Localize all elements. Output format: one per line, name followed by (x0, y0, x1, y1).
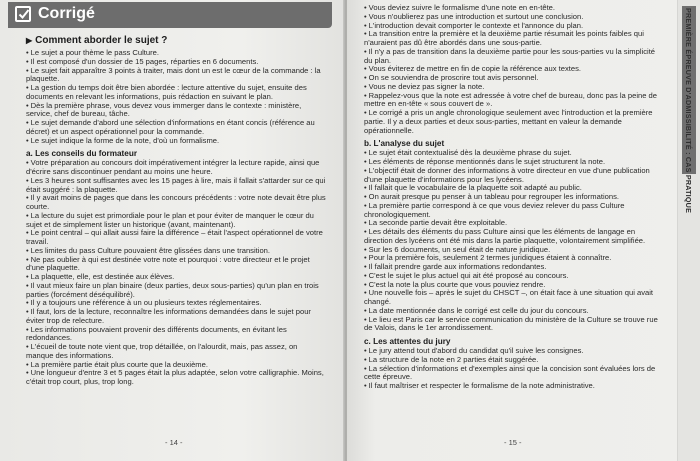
bullet-item (26, 137, 326, 146)
bullet-icon: • (364, 90, 367, 100)
bullet-icon: • (364, 46, 367, 56)
bullet-icon: • (364, 305, 367, 315)
bullet-icon: • (26, 48, 29, 57)
bullet-text: Le point central – qui allait aussi faire la différence – était l'aspect opérationnel de votre travail. (26, 228, 323, 246)
bullet-text: Les limites du pass Culture pouvaient être glissées dans une transition. (30, 245, 271, 255)
section-heading-text: c. Les attentes du jury (364, 337, 451, 346)
bullet-item (364, 92, 664, 110)
checkbox-icon (15, 6, 31, 22)
bullet-text: Il faut maîtriser et respecter le formalisme de la note administrative. (368, 381, 595, 390)
bullet-icon: • (26, 307, 29, 316)
bullet-text: On aurait presque pu penser à un tableau pour regrouper les informations. (368, 192, 619, 201)
section-heading-text: Comment aborder le sujet ? (35, 35, 168, 46)
bullet-text: Le corrigé a pris un angle chronologique seulement avec l'introduction et la première partie. Il y a deux parties et deux sous-parties, mettant en valeur la demande opérationnelle. (364, 108, 653, 135)
bullet-text: La structure de la note en 2 parties était suggérée. (368, 354, 539, 364)
side-tab-label: PREMIÈRE ÉPREUVE D'ADMISSIBILITÉ : CAS PRATIQUE (684, 8, 693, 214)
corrige-banner (8, 2, 332, 28)
bullet-text: Le sujet a pour thème le pass Culture. (30, 48, 159, 57)
bullet-text: Le sujet était contextualisé dès la deuxième phrase du sujet. (368, 148, 572, 158)
bullet-text: Le lieu est Paris car le service communication du ministère de la Culture se trouve rue de Valois, dans le 1er arrondissement. (364, 314, 658, 333)
bullet-icon: • (364, 192, 367, 201)
bullet-icon: • (26, 280, 29, 290)
bullet-text: Rappelez-vous que la note est adressée à votre chef de bureau, donc pas la peine de mettre en en-tête « sous couvert de ». (364, 90, 658, 109)
bullet-item (364, 289, 664, 307)
bullet-text: Il faut, lors de la lecture, reconnaître les informations demandées dans le sujet pour éviter trop de relecture. (26, 307, 311, 325)
bullet-icon: • (364, 108, 367, 117)
bullet-text: Une longueur d'entre 3 et 5 pages était la plus adaptée, selon votre calligraphie. Moins, c'était trop court, plus, trop long. (26, 368, 324, 386)
bullet-text: La plaquette, elle, est destinée aux élèves. (30, 272, 175, 281)
bullet-item (26, 119, 326, 137)
bullet-icon: • (26, 324, 29, 334)
bullet-item (364, 30, 664, 48)
bullet-item (26, 326, 326, 344)
bullet-text: On se souviendra de proscrire tout avis personnel. (368, 73, 539, 82)
bullet-icon: • (364, 218, 367, 228)
bullet-text: C'est la note la plus courte que vous pouviez rendre. (368, 279, 546, 289)
bullet-item (364, 316, 664, 334)
right-page (347, 0, 700, 461)
bullet-icon: • (364, 354, 367, 364)
bullet-icon: • (364, 73, 367, 82)
chapter-side-tab (677, 0, 700, 461)
bullet-text: La première partie était plus courte que la deuxième. (30, 359, 208, 369)
bullet-text: Vous ne deviez pas signer la note. (368, 81, 485, 91)
bullet-icon: • (364, 381, 367, 390)
bullet-icon: • (364, 29, 367, 39)
bullet-icon: • (364, 20, 367, 30)
bullet-item (364, 202, 664, 220)
bullet-text: La date mentionnée dans le corrigé est celle du jour du concours. (368, 305, 589, 315)
bullet-item (364, 365, 664, 383)
bullet-text: C'est le sujet le plus actuel qui ait été proposé au concours. (368, 270, 569, 280)
bullet-item (26, 177, 326, 195)
bullet-icon: • (26, 118, 29, 127)
bullet-text: Il vaut mieux faire un plan binaire (deux parties, deux sous-parties) qu'un plan en trois parties (forcément déséquilibré). (26, 280, 319, 299)
bullet-icon: • (364, 165, 367, 175)
bullet-icon: • (26, 210, 29, 220)
bullet-text: La transition entre la première et la deuxième partie résumait les points faibles qui n'auraient pas dû être abordés dans une sous-partie. (364, 29, 644, 47)
bullet-text: Le sujet fait apparaître 3 points à traiter, mais dont un est le cœur de la commande : la plaquette. (26, 65, 321, 84)
bullet-text: Il y a toujours une référence à un ou plusieurs textes réglementaires. (30, 298, 262, 308)
bullet-text: La gestion du temps doit être bien abordée : lecture attentive du sujet, ensuite des documents en relevant les informations, puis rédaction en suivant le plan. (26, 83, 307, 101)
bullet-icon: • (364, 270, 367, 280)
bullet-icon: • (26, 272, 29, 281)
bullet-icon: • (364, 363, 367, 373)
bullet-text: Les détails des éléments du pass Culture ainsi que les éléments de langage en direction des lycéens ont été mis dans la partie plaquette, volontairement simplifiée. (364, 227, 646, 245)
bullet-text: Une nouvelle fois – après le sujet du CHSCT –, on était face à une situation qui avait changé. (364, 288, 654, 306)
section-heading-text: a. Les conseils du formateur (26, 149, 138, 159)
left-page (0, 0, 345, 461)
bullet-icon: • (26, 135, 29, 145)
bullet-icon: • (364, 262, 367, 271)
bullet-text: Ne pas oublier à qui est destinée votre note et pourquoi : votre directeur et le projet d'une plaquette. (26, 254, 310, 273)
bullet-icon: • (26, 158, 29, 168)
right-page-body (364, 4, 664, 391)
bullet-item (26, 84, 326, 102)
bullet-icon: • (364, 11, 367, 21)
bullet-icon: • (364, 244, 367, 254)
bullet-icon: • (26, 175, 29, 185)
bullet-text: Les éléments de réponse mentionnés dans le sujet structurent la note. (368, 157, 606, 166)
bullet-icon: • (364, 64, 367, 74)
section-heading-text: b. L'analyse du sujet (364, 139, 445, 149)
bullet-icon: • (26, 254, 29, 264)
bullet-icon: • (26, 359, 29, 369)
triangle-bullet-icon: ▶ (26, 36, 33, 45)
bullet-icon: • (364, 183, 367, 193)
bullet-item (26, 308, 326, 326)
bullet-text: L'introduction devait comporter le contexte et l'annonce du plan. (368, 20, 584, 30)
bullet-icon: • (26, 56, 29, 66)
bullet-text: Le sujet demande d'abord une sélection d'informations en étant concis (référence au décret) et un aspect opérationnel pour la commande. (26, 118, 315, 136)
bullet-icon: • (26, 342, 29, 351)
bullet-item (26, 159, 326, 177)
bullet-item (26, 256, 326, 274)
bullet-icon: • (364, 3, 367, 12)
bullet-icon: • (26, 228, 29, 238)
bullet-icon: • (364, 288, 367, 298)
bullet-text: L'écueil de toute note vient que, trop détaillée, on l'alourdit, mais, pas assez, on manque des informations. (26, 342, 298, 360)
bullet-item (364, 109, 664, 135)
bullet-text: La seconde partie devait être exploitable. (368, 218, 508, 228)
bullet-item (26, 282, 326, 300)
bullet-item (26, 212, 326, 230)
bullet-text: Il fallait que le vocabulaire de la plaquette soit adapté au public. (368, 183, 582, 193)
bullet-text: Il fallait prendre garde aux informations redondantes. (368, 262, 547, 271)
bullet-text: Vous deviez suivre le formalisme d'une note en en-tête. (368, 3, 556, 12)
bullet-text: Vous n'oublierez pas une introduction et surtout une conclusion. (368, 11, 584, 21)
page-number-left: - 14 - (165, 438, 183, 447)
bullet-icon: • (364, 279, 367, 289)
bullet-icon: • (26, 245, 29, 255)
section-heading (26, 34, 326, 48)
bullet-item (26, 343, 326, 361)
bullet-icon: • (364, 81, 367, 91)
bullet-icon: • (26, 65, 29, 75)
bullet-text: Les 3 heures sont suffisantes avec les 15 pages à lire, mais il fallait s'attarder sur ce qui était suggéré : la plaquette. (26, 175, 326, 194)
bullet-text: Le sujet indique la forme de la note, d'où un formalisme. (30, 135, 220, 145)
bullet-text: Sur les 6 documents, un seul était de nature juridique. (368, 244, 551, 254)
bullet-text: Il est composé d'un dossier de 15 pages, réparties en 6 documents. (30, 56, 259, 66)
bullet-item (26, 194, 326, 212)
bullet-text: Votre préparation au concours doit impérativement intégrer la lecture rapide, ainsi que d'écrire sans discontinuer pendant au moins une heure. (26, 158, 320, 176)
bullet-text: Il y avait moins de pages que dans les concours précédents : votre note devait être plus courte. (26, 193, 326, 211)
bullet-text: Dès la première phrase, vous devez vous immerger dans le contexte : ministère, service, chef de bureau, tâche. (26, 100, 302, 119)
bullet-icon: • (364, 227, 367, 236)
bullet-icon: • (364, 314, 367, 324)
bullet-icon: • (26, 298, 29, 308)
banner-title: Corrigé (38, 5, 95, 22)
bullet-item (364, 228, 664, 246)
left-page-body (26, 34, 326, 387)
bullet-text: Pour la première fois, seulement 2 termes juridiques étaient à connaître. (368, 253, 612, 263)
bullet-text: La sélection d'informations et d'exemples ainsi que la concision sont évaluées lors de cette épreuve. (364, 363, 656, 382)
bullet-icon: • (364, 253, 367, 263)
bullet-text: Les informations pouvaient provenir des différents documents, en évitant les redondances. (26, 324, 287, 343)
bullet-item (364, 382, 664, 391)
bullet-icon: • (26, 193, 29, 203)
bullet-item (26, 102, 326, 120)
page-number-right: - 15 - (504, 438, 522, 447)
bullet-icon: • (26, 83, 29, 92)
bullet-text: La lecture du sujet est primordiale pour le plan et pour éviter de manquer le cœur du sujet et de simplement lister un historique (avant, maintenant). (26, 210, 314, 229)
bullet-icon: • (364, 346, 367, 355)
bullet-text: Il n'y a pas de transition dans la deuxième partie pour les sous-parties vu la simplicité du plan. (364, 46, 656, 65)
bullet-icon: • (26, 100, 29, 110)
bullet-text: L'objectif était de donner des informations à votre directeur en vue d'une publication d'une plaquette d'informations pour les lycéens. (364, 165, 650, 184)
bullet-text: Le jury attend tout d'abord du candidat qu'il suive les consignes. (368, 346, 584, 355)
bullet-text: Vous éviterez de mettre en fin de copie la référence aux textes. (368, 64, 581, 74)
bullet-item (26, 229, 326, 247)
bullet-item (26, 369, 326, 387)
bullet-item (364, 48, 664, 66)
bullet-item (26, 67, 326, 85)
bullet-icon: • (364, 200, 367, 210)
bullet-icon: • (364, 157, 367, 166)
bullet-text: La première partie correspond à ce que vous deviez relever du pass Culture chronologiquement. (364, 200, 625, 219)
bullet-item (364, 167, 664, 185)
bullet-icon: • (364, 148, 367, 158)
bullet-icon: • (26, 368, 29, 378)
